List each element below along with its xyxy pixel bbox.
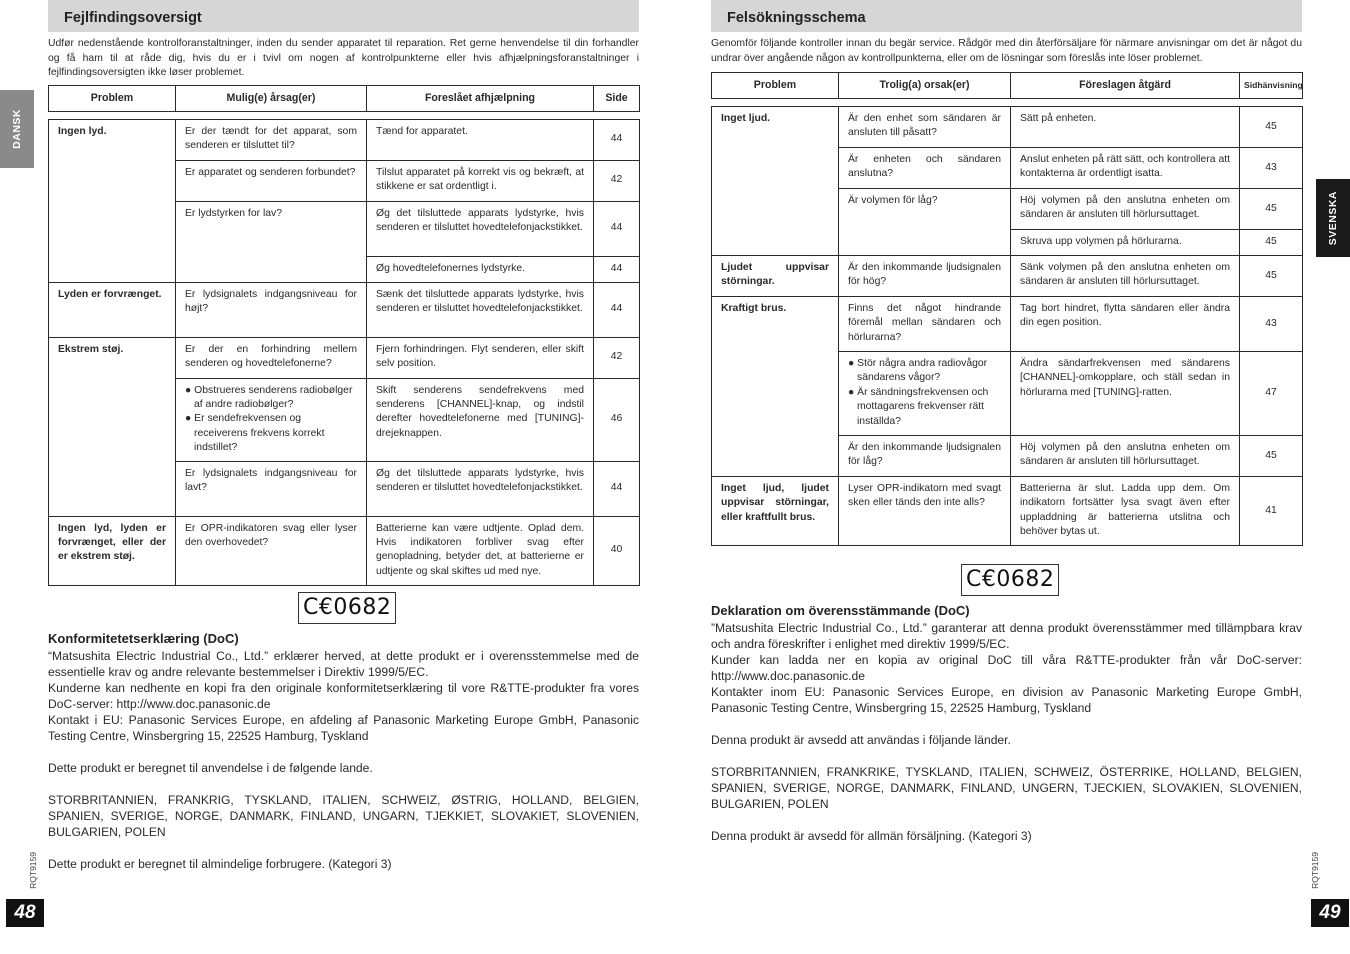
ce-mark-logo: C€0682: [961, 564, 1059, 596]
cause-bullet: ● Är sändningsfrekvensen och mottagarens frekvenser rätt inställda?: [848, 386, 989, 427]
cause-cell: Är den inkommande ljudsignalen för låg?: [839, 436, 1011, 477]
troubleshooting-table: [48, 85, 640, 586]
cause-cell: Er lydstyrken for lav?: [176, 201, 367, 282]
problem-cell: Inget ljud.: [712, 107, 839, 256]
table-row: [49, 282, 640, 337]
page-number: 49: [1311, 899, 1349, 927]
cause-cell: Er lydsignalets indgangsniveau for højt?: [176, 282, 367, 337]
table-row: [49, 119, 640, 160]
cause-cell: Är volymen för låg?: [839, 189, 1011, 256]
page-ref: 43: [1240, 148, 1303, 189]
country-list: STORBRITANNIEN, FRANKRIG, TYSKLAND, ITALIEN, SCHWEIZ, ØSTRIG, HOLLAND, BELGIEN, SPANIEN, SVERIGE, NORGE, DANMARK, FINLAND, UNGARN, TJEKKIET, SLOVAKIET, SLOVENIEN, BULGARIEN, POLEN: [48, 793, 639, 839]
remedy-cell: Sätt på enheten.: [1011, 107, 1240, 148]
doc-paragraph: Denna produkt är avsedd att användas i följande länder.: [711, 733, 1011, 747]
doc-title: Deklaration om överensstämmande (DoC): [711, 603, 970, 618]
table-header-row: [49, 85, 640, 111]
table-row: [49, 337, 640, 378]
table-row: [712, 477, 1303, 546]
doc-paragraph: Kontakter inom EU: Panasonic Services Europe, en division av Panasonic Marketing Europe GmbH, Panasonic Testing Centre, Winsbergring 15, 22525 Hamburg, Tyskland: [711, 685, 1302, 715]
doc-body: [48, 648, 639, 872]
page-ref: 42: [594, 160, 640, 201]
remedy-cell: Skruva upp volymen på hörlurarna.: [1011, 230, 1240, 256]
ce-mark-logo: C€0682: [298, 592, 396, 624]
cause-cell: Är den inkommande ljudsignalen för hög?: [839, 256, 1011, 297]
table-header-row: [712, 73, 1303, 99]
cause-cell: Är enheten och sändaren anslutna?: [839, 148, 1011, 189]
page-ref: 44: [594, 256, 640, 282]
page-ref: 44: [594, 201, 640, 256]
doc-body: [711, 620, 1302, 844]
doc-paragraph: Dette produkt er beregnet til almindelige forbrugere. (Kategori 3): [48, 857, 392, 871]
header-page: Sidhänvisning: [1240, 73, 1303, 99]
header-remedy: Föreslagen åtgärd: [1011, 73, 1240, 99]
doc-title: Konformitetetserklæring (DoC): [48, 631, 239, 646]
header-cause: Trolig(a) orsak(er): [839, 73, 1011, 99]
page-ref: 45: [1240, 436, 1303, 477]
intro-text: Udfør nedenstående kontrolforanstaltninger, inden du sender apparatet til reparation. Ret gerne henvendelse til din forhandler og få ham til at råde dig, hvis du er i tvivl om nogen af kontrolpunkterne eller hvis afhjælpningsforanstaltninger i fejlfindingsoversigten ikke løser problemet.: [48, 38, 639, 78]
cause-cell: Lyser OPR-indikatorn med svagt sken eller tänds den inte alls?: [839, 477, 1011, 546]
cause-bullet: ● Stör några andra radiovågor sändarens vågor?: [848, 358, 988, 384]
cause-cell: Är den enhet som sändaren är ansluten till påsatt?: [839, 107, 1011, 148]
doc-paragraph: “Matsushita Electric Industrial Co., Ltd.” erklærer herved, at dette produkt er i overensstemmelse med de essentielle krav og andre relevante bestemmelser i Direktiv 1999/5/EC.: [48, 649, 639, 679]
doc-paragraph: ”Matsushita Electric Industrial Co., Ltd.” garanterar att denna produkt överensstämmer med tillämpbara krav och andra föreskrifter i enlighet med direktiv 1999/5/EC.: [711, 621, 1302, 651]
doc-code: RQT9159: [1310, 852, 1320, 889]
doc-code: RQT9159: [28, 852, 38, 889]
page-ref: 44: [594, 119, 640, 160]
page-ref: 45: [1240, 230, 1303, 256]
page-number: 48: [6, 899, 44, 927]
page-ref: 40: [594, 516, 640, 585]
page-ref: 45: [1240, 256, 1303, 297]
remedy-cell: Anslut enheten på rätt sätt, och kontrollera att kontakterna är ordentligt isatta.: [1011, 148, 1240, 189]
language-tab-dansk: DANSK: [0, 90, 34, 168]
remedy-cell: Fjern forhindringen. Flyt senderen, eller skift selv position.: [367, 337, 594, 378]
table-row: [712, 297, 1303, 352]
table-row: [49, 516, 640, 585]
cause-cell: Er der tændt for det apparat, som senderen er tilsluttet til?: [176, 119, 367, 160]
doc-paragraph: Dette produkt er beregnet til anvendelse i de følgende lande.: [48, 761, 373, 775]
remedy-cell: Ändra sändarfrekvensen med sändarens [CHANNEL]-omkopplare, och ställ sedan in hörlurarna med [TUNING]-ratten.: [1011, 352, 1240, 436]
country-list: STORBRITANNIEN, FRANKRIKE, TYSKLAND, ITALIEN, SCHWEIZ, ÖSTERRIKE, HOLLAND, BELGIEN, SPANIEN, SVERIGE, NORGE, DANMARK, FINLAND, UNGERN, TJECKIEN, SLOVAKIEN, SLOVENIEN, BULGARIEN, POLEN: [711, 765, 1302, 811]
problem-cell: Ingen lyd.: [49, 119, 176, 282]
remedy-cell: Batterierna är slut. Ladda upp dem. Om indikatorn fortsätter lysa svagt även efter uppladdning är batterierna utslitna och behöver bytas ut.: [1011, 477, 1240, 546]
page-ref: 45: [1240, 189, 1303, 230]
table-row: [712, 107, 1303, 148]
problem-cell: Ekstrem støj.: [49, 337, 176, 516]
doc-paragraph: Denna produkt är avsedd för allmän försäljning. (Kategori 3): [711, 829, 1032, 843]
doc-paragraph: Kontakt i EU: Panasonic Services Europe, en afdeling af Panasonic Marketing Europe GmbH, Panasonic Testing Centre, Winsbergring 15, 22525 Hamburg, Tyskland: [48, 713, 639, 743]
cause-cell: [176, 378, 367, 461]
language-tab-svenska: SVENSKA: [1316, 179, 1350, 257]
problem-cell: Ingen lyd, lyden er forvrænget, eller der er ekstrem støj.: [49, 516, 176, 585]
page-ref: 46: [594, 378, 640, 461]
cause-cell: Finns det något hindrande föremål mellan sändaren och hörlurarna?: [839, 297, 1011, 352]
header-problem: Problem: [712, 73, 839, 99]
page-ref: 41: [1240, 477, 1303, 546]
page-left: [48, 0, 639, 586]
remedy-cell: Tænd for apparatet.: [367, 119, 594, 160]
problem-cell: Inget ljud, ljudet uppvisar störningar, eller kraftfullt brus.: [712, 477, 839, 546]
problem-cell: Kraftigt brus.: [712, 297, 839, 477]
remedy-cell: Höj volymen på den anslutna enheten om sändaren är ansluten till hörlursuttaget.: [1011, 436, 1240, 477]
remedy-cell: Batterierne kan være udtjente. Oplad dem. Hvis indikatoren forbliver svag efter genopladning, betyder det, at batterierne er udtjente og skal skiftes ud med nye.: [367, 516, 594, 585]
problem-cell: Ljudet uppvisar störningar.: [712, 256, 839, 297]
page-ref: 45: [1240, 107, 1303, 148]
problem-cell: Lyden er forvrænget.: [49, 282, 176, 337]
cause-bullet-list: [185, 384, 357, 456]
header-page: Side: [594, 85, 640, 111]
remedy-cell: Sänk volymen på den anslutna enheten om sändaren är ansluten till hörlursuttaget.: [1011, 256, 1240, 297]
section-title: Felsökningsschema: [711, 0, 1302, 32]
cause-bullet: ● Er sendefrekvensen og receiverens frekvens korrekt indstillet?: [185, 413, 325, 454]
remedy-cell: Øg hovedtelefonernes lydstyrke.: [367, 256, 594, 282]
remedy-cell: Øg det tilsluttede apparats lydstyrke, hvis senderen er tilsluttet hovedtelefonjackstikket.: [367, 461, 594, 516]
page-ref: 47: [1240, 352, 1303, 436]
remedy-cell: Øg det tilsluttede apparats lydstyrke, hvis senderen er tilsluttet hovedtelefonjackstikket.: [367, 201, 594, 256]
cause-cell: Er lydsignalets indgangsniveau for lavt?: [176, 461, 367, 516]
doc-paragraph: Kunder kan ladda ner en kopia av original DoC till våra R&TTE-produkter från vår DoC-server: http://www.doc.panasonic.de: [711, 653, 1302, 683]
remedy-cell: Höj volymen på den anslutna enheten om sändaren är ansluten till hörlursuttaget.: [1011, 189, 1240, 230]
remedy-cell: Sænk det tilsluttede apparats lydstyrke, hvis senderen er tilsluttet hovedtelefonjackstikket.: [367, 282, 594, 337]
cause-bullet: ● Obstrueres senderens radiobølger af andre radiobølger?: [185, 384, 353, 410]
header-cause: Mulig(e) årsag(er): [176, 85, 367, 111]
cause-cell: Er apparatet og senderen forbundet?: [176, 160, 367, 201]
doc-paragraph: Kunderne kan nedhente en kopi fra den originale konformitetserklæring til vore R&TTE-produkter fra vores DoC-server: http://www.doc.panasonic.de: [48, 681, 639, 711]
page-ref: 44: [594, 461, 640, 516]
remedy-cell: Skift senderens sendefrekvens med senderens [CHANNEL]-knap, og indstil derefter hovedtelefonerne med [TUNING]-drejeknappen.: [367, 378, 594, 461]
remedy-cell: Tag bort hindret, flytta sändaren eller ändra din egen position.: [1011, 297, 1240, 352]
header-problem: Problem: [49, 85, 176, 111]
section-title: Fejlfindingsoversigt: [48, 0, 639, 32]
cause-bullet-list: [848, 357, 1001, 429]
remedy-cell: Tilslut apparatet på korrekt vis og bekræft, at stikkene er sat ordentligt i.: [367, 160, 594, 201]
cause-cell: [839, 352, 1011, 436]
header-remedy: Foreslået afhjælpning: [367, 85, 594, 111]
table-row: [712, 256, 1303, 297]
cause-cell: Er der en forhindring mellem senderen og hovedtelefonerne?: [176, 337, 367, 378]
page-right: [711, 0, 1302, 546]
page-ref: 44: [594, 282, 640, 337]
intro-text: Genomför följande kontroller innan du begär service. Rådgör med din återförsäljare för närmare anvisningar om det är något du undrar över angående någon av kontrollpunkterna, eller om de lösningar som föreslås inte löser problemet.: [711, 38, 1302, 64]
cause-cell: Er OPR-indikatoren svag eller lyser den overhovedet?: [176, 516, 367, 585]
page-ref: 43: [1240, 297, 1303, 352]
troubleshooting-table: [711, 72, 1303, 546]
page-ref: 42: [594, 337, 640, 378]
